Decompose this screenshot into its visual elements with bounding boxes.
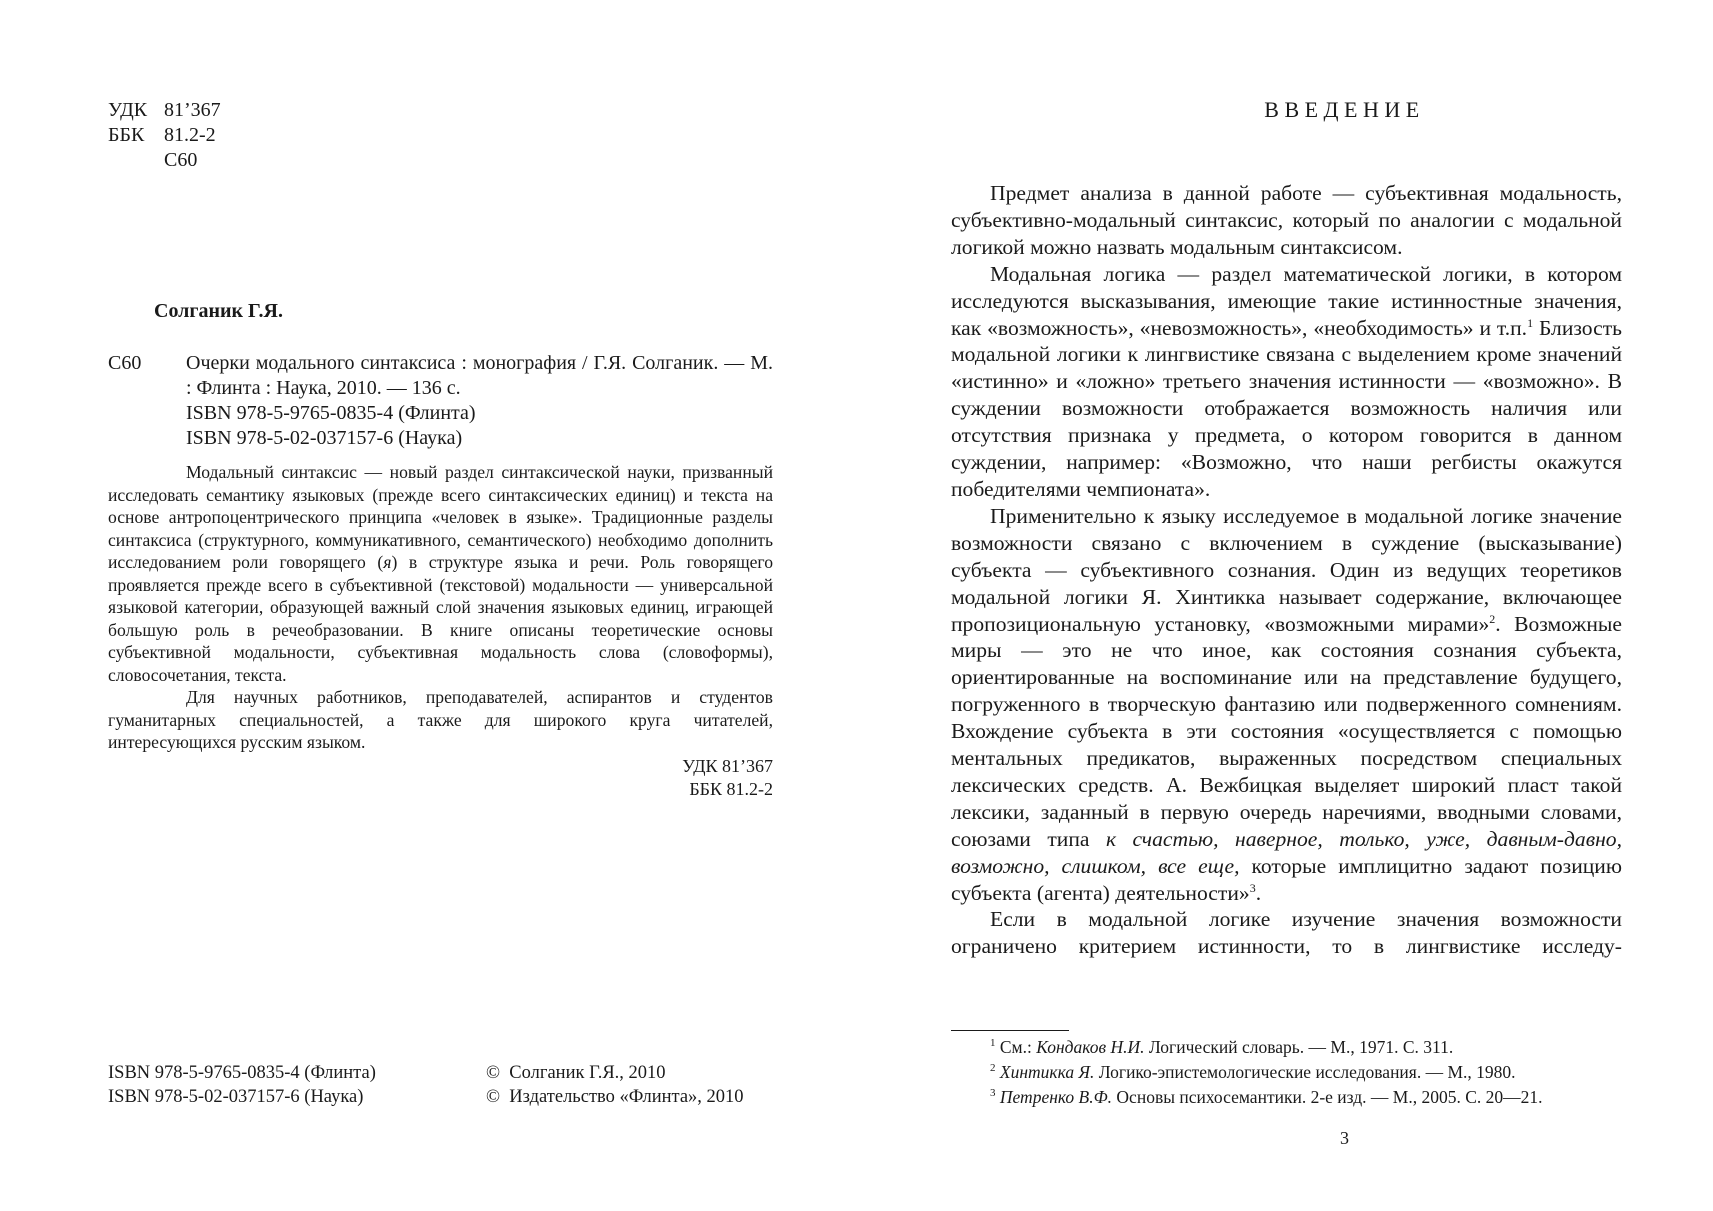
annotation [108,461,773,801]
paragraph-1: Предмет анализа в данной работе — субъективная модальность, субъективно-модальный синтаксис, который по аналогии с модальной логикой можно назвать модальным синтаксисом. [951,181,1622,259]
footnote-text: Логический словарь. — М., 1971. С. 311. [1144,1037,1454,1057]
bibliographic-record [108,351,773,451]
chapter-heading: ВВЕДЕНИЕ [1264,97,1425,122]
colophon-isbn-1: ISBN 978-5-9765-0835-4 (Флинта) [108,1063,376,1083]
author-sign-row [108,148,221,173]
copyright-line-1: © Солганик Г.Я., 2010 [486,1063,666,1083]
footnote-author: Кондаков Н.И. [1036,1037,1145,1057]
footnotes [951,1035,1622,1110]
paragraph-2-text-b: Близость модальной логики к лингвистике связана с выделением кроме значений «истинно» и «ложно» третьего значения истинности — «возможно». В суждении возможности отображается возможность наличия или отсутствия признака у предмета, о котором говорится в данном суждении, например: «Возможно, что наши регбисты окажутся победителями чемпионата». [951,315,1622,501]
colophon-isbn-2: ISBN 978-5-02-037157-6 (Наука) [108,1087,364,1107]
paragraph-3-italic: к счастью, наверное, только, уже, давным-давно, возможно, слишком, все еще, [951,826,1622,878]
colophon-copyright [486,1061,744,1109]
udk-row [108,98,221,123]
annotation-udk: УДК 81’367 [682,755,773,776]
annotation-paragraph-2: Для научных работников, преподавателей, аспирантов и студентов гуманитарных специальностей, а также для широкого круга читателей, интересующихся русским языком. [108,687,773,752]
footnote-2 [951,1060,1622,1085]
footnote-ref-2[interactable]: 2 [1489,611,1496,626]
annotation-text-1a: Модальный синтаксис — новый раздел синтаксической науки, призванный исследовать семантику языковых (прежде всего синтаксических единиц) и текста на основе антропоцентрического принципа «человек в языке». Традиционные разделы синтаксиса (структурного, коммуникативного, семантического) необходимо дополнить исследованием роли говорящего ( [108,462,773,572]
footnote-1 [951,1035,1622,1060]
footnote-ref-3[interactable]: 3 [1249,880,1256,895]
bbk-label: ББК [108,124,145,146]
copyright-page [0,0,856,1211]
colophon-isbn [108,1061,486,1109]
biblio-code: С60 [108,352,142,374]
bbk-row [108,123,221,148]
footnote-3 [951,1085,1622,1110]
body-text [951,180,1622,960]
paragraph-2-text-a: Модальная логика — раздел математической логики, в котором исследуются высказывания, имеющие такие истинностные значения, как «возможность», «невозможность», «необходимость» и т.п. [951,261,1622,340]
paragraph-3-text-a: Применительно к языку исследуемое в модальной логике значение возможности связано с включением в суждение (высказывание) субъекта — субъективного сознания. Один из ведущих теоретиков модальной логики Я. Хинтикка называет содержание, включающее пропозициональную установку, «возможными мирами» [951,503,1622,636]
udk-value: 81’367 [164,99,221,121]
bbk-value: 81.2-2 [164,124,216,146]
biblio-isbn-1: ISBN 978-5-9765-0835-4 (Флинта) [186,402,476,424]
udk-label: УДК [108,99,148,121]
footnote-ref-1[interactable]: 1 [1527,315,1534,330]
footnote-text: Основы психосемантики. 2-е изд. — М., 2005. С. 20—21. [1112,1087,1543,1107]
footnote-text: Логико-эпистемологические исследования. — М., 1980. [1094,1062,1516,1082]
footnote-prefix: См.: [995,1037,1037,1057]
footnote-author: Петренко В.Ф. [999,1087,1113,1107]
footnote-number: 3 [990,1087,996,1100]
paragraph-3 [951,503,1622,907]
author-sign: С60 [164,149,198,171]
introduction-page [856,0,1713,1211]
page-number: 3 [1340,1128,1349,1148]
paragraph-2 [951,261,1622,503]
annotation-bbk: ББК 81.2-2 [689,778,773,799]
catalog-codes [108,98,221,173]
copyright-line-2: © Издательство «Флинта», 2010 [486,1087,744,1107]
paragraph-4: Если в модальной логике изучение значения возможности ограничено критерием истинности, то в лингвистике исследу- [951,907,1622,959]
annotation-italic: я [383,552,392,572]
colophon [108,1061,773,1109]
biblio-description: Очерки модального синтаксиса : монография / Г.Я. Солганик. — М. : Флинта : Наука, 2010. — 136 с. [186,352,773,399]
annotation-paragraph-1 [108,461,773,686]
biblio-isbn-2: ISBN 978-5-02-037157-6 (Наука) [186,427,463,449]
footnote-number: 2 [990,1062,996,1075]
paragraph-3-text-b: . Возможные миры — это не что иное, как состояния сознания субъекта, ориентированные на воспоминание или на представление будущего, погруженного в творческую фантазию или подверженного сомнениям. Вхождение субъекта в эти состояния «осуществляется с помощью ментальных предикатов, выраженных посредством специальных лексических средств. А. Вежбицкая выделяет широкий пласт такой лексики, заданный в первую очередь наречиями, вводными словами, союзами типа [951,611,1622,851]
footnote-author: Хинтикка Я. [999,1062,1095,1082]
annotation-text-1b: ) в структуре языка и речи. Роль говорящего проявляется прежде всего в субъективной (текстовой) модальности — универсальной языковой категории, образующей важный слой значения языковых единиц, играющей большую роль в речеобразовании. В книге описаны теоретические основы субъективной модальности, субъективная модальность слова (словоформы), словосочетания, текста. [108,552,773,685]
paragraph-3-text-d: . [1255,880,1262,905]
footnote-number: 1 [990,1037,996,1050]
footnote-divider [951,1030,1069,1031]
author-name: Солганик Г.Я. [154,300,283,322]
paragraph-3-text-c: которые имплицитно задают позицию субъекта (агента) деятельности» [951,853,1622,905]
